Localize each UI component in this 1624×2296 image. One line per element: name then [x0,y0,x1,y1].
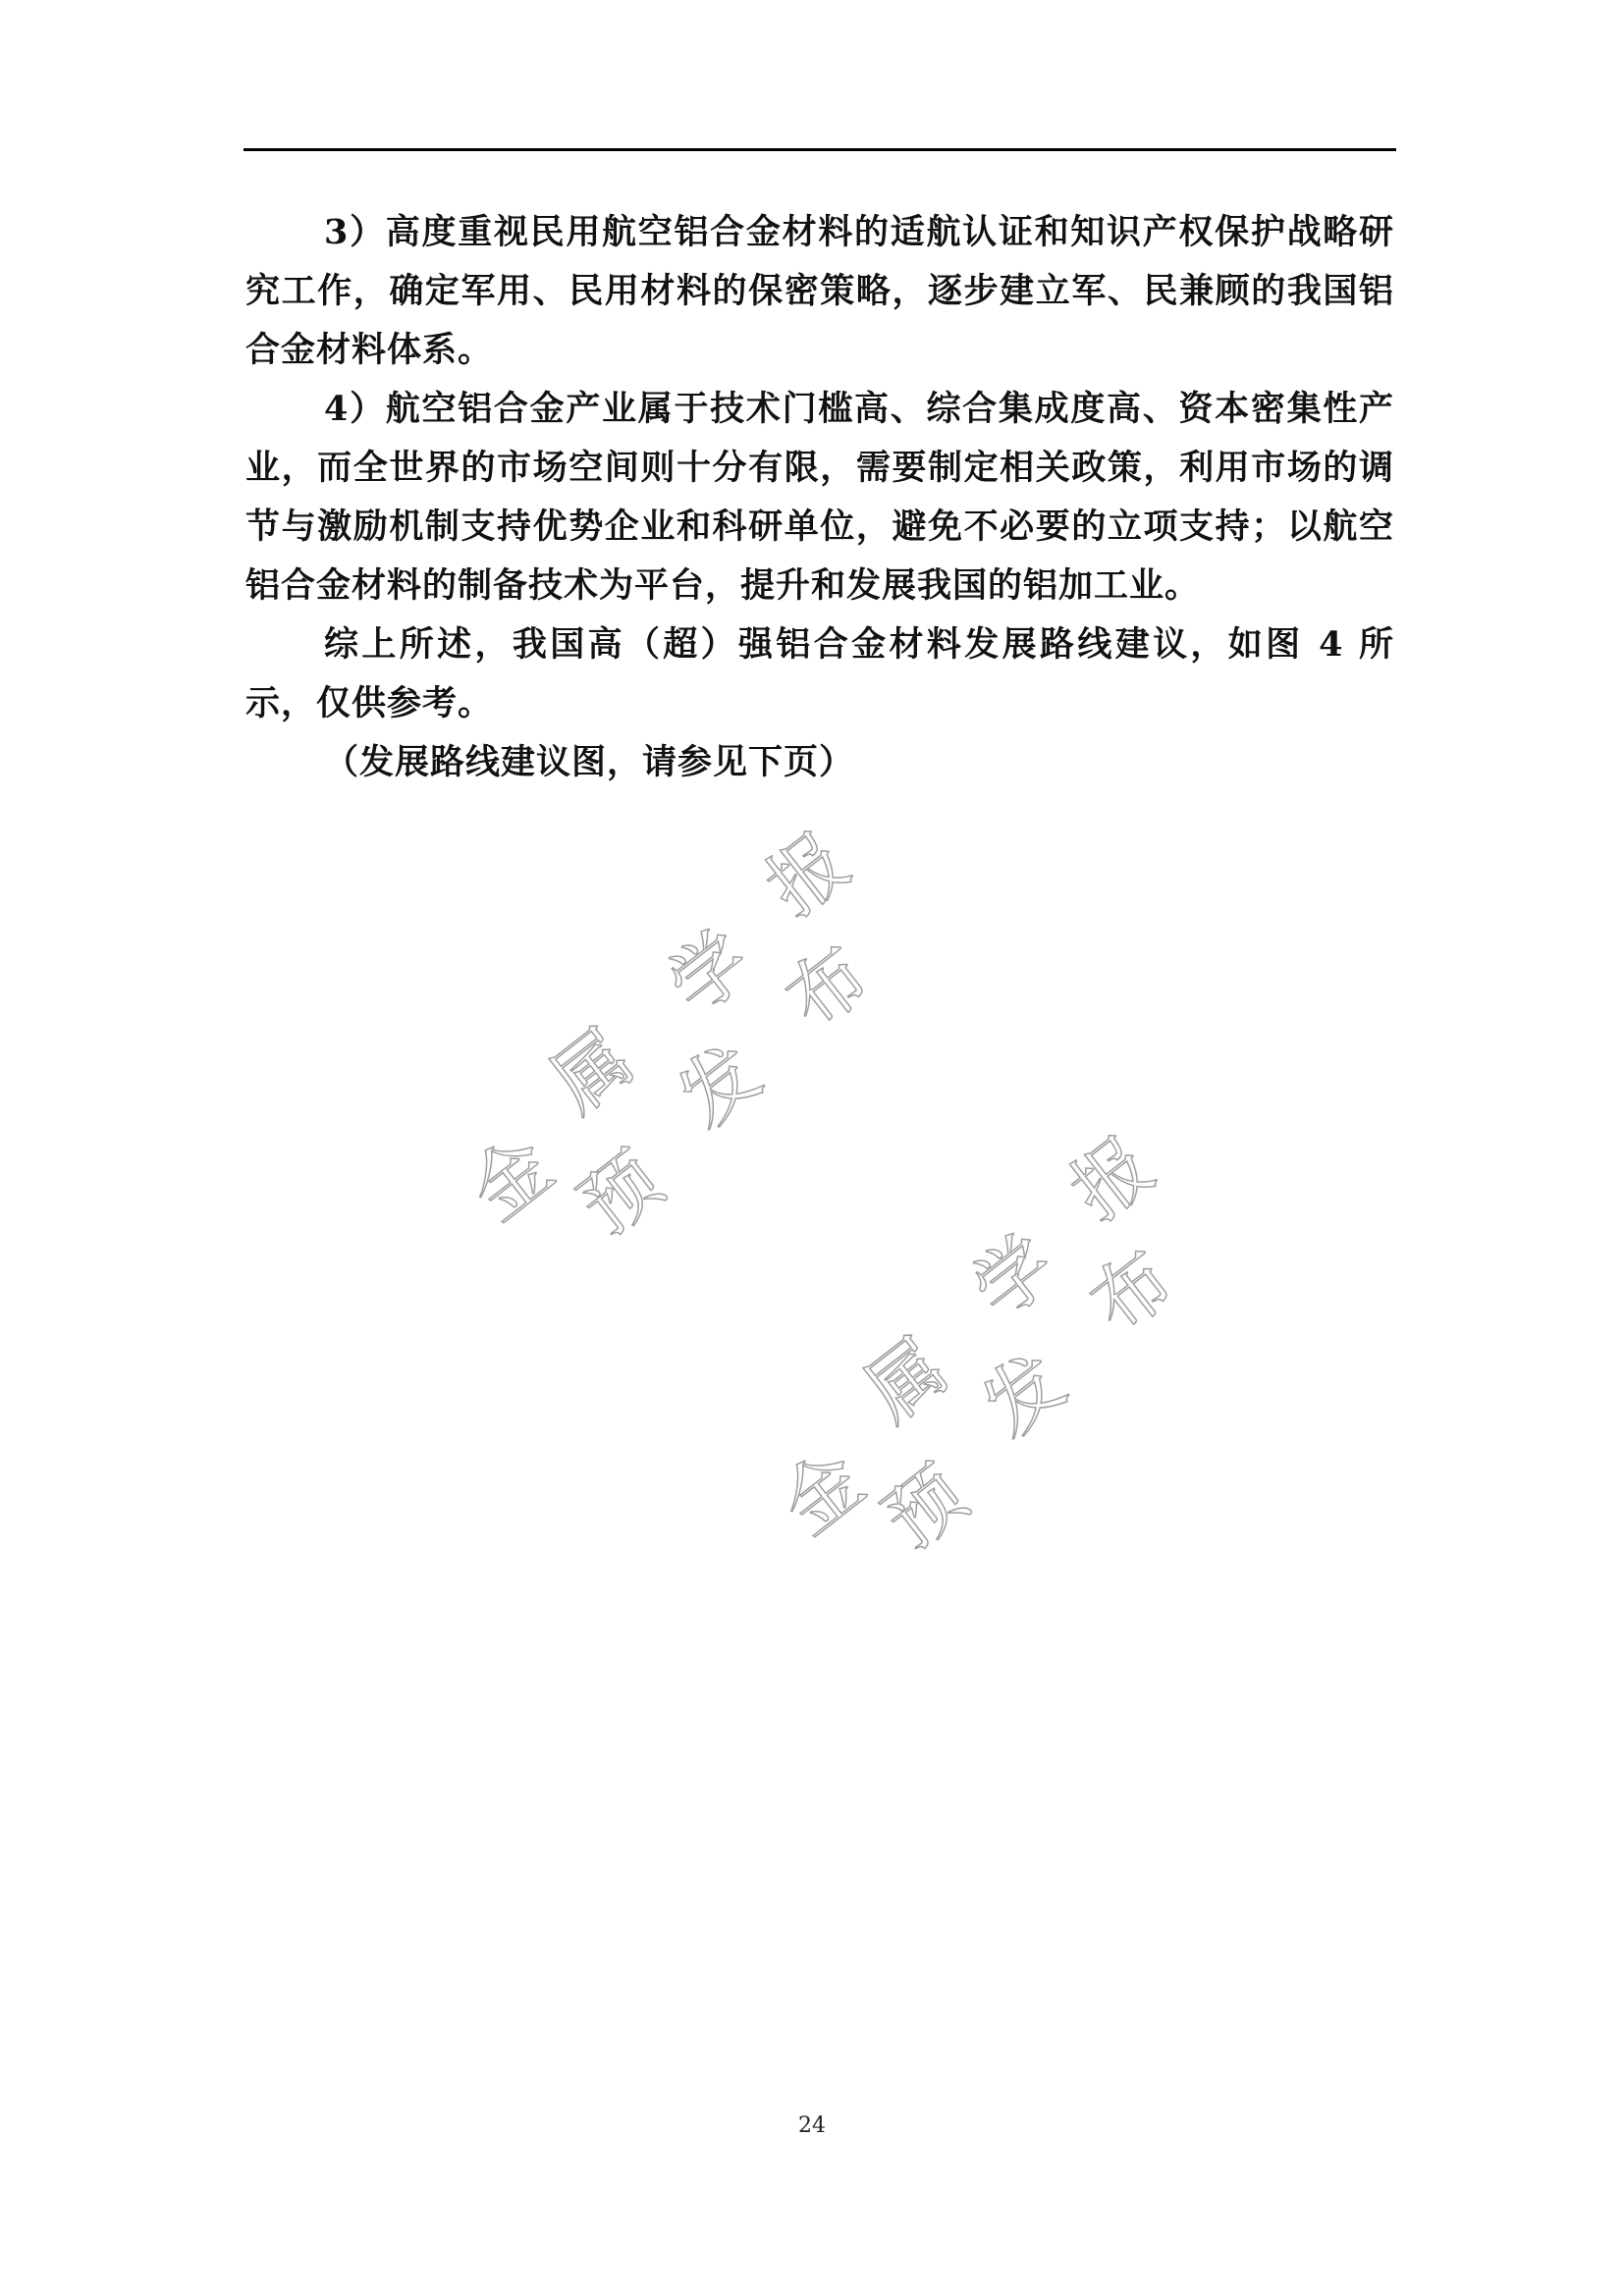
paragraph-summary: 综上所述，我国高（超）强铝合金材料发展路线建议，如图 4 所示，仅供参考。 [245,624,1394,723]
watermark-char: 发 [662,1028,778,1145]
watermark-char: 金 [765,1435,881,1552]
watermark-char: 布 [1074,1234,1190,1351]
page-number: 24 [798,2113,826,2138]
watermark-char: 布 [770,930,886,1046]
watermark-char: 金 [454,1121,569,1238]
watermark-char: 学 [956,1219,1072,1336]
paragraph-4: 4）航空铝合金产业属于技术门槛高、综合集成度高、资本密集性产业，而全世界的市场空间则十分有限，需要制定相关政策，利用市场的调节与激励机制支持优势企业和科研单位，避免不必要的立项支持；以航空铝合金材料的制备技术为平台，提升和发展我国的铝加工业。 [245,389,1394,606]
watermark-char: 预 [868,1450,984,1567]
watermark-char: 预 [564,1136,679,1253]
header-rule [244,148,1396,151]
body-text [245,203,1394,792]
paragraph-3: 3）高度重视民用航空铝合金材料的适航认证和知识产权保护战略研究工作，确定军用、民用材料的保密策略，逐步建立军、民兼顾的我国铝合金材料体系。 [245,212,1394,370]
watermark-char: 属 [848,1322,964,1439]
watermark-char: 报 [750,817,866,934]
paragraph-figure-note: （发展路线建议图，请参见下页） [324,742,855,782]
watermark-char: 报 [1055,1121,1170,1238]
watermark-char: 学 [652,915,768,1032]
watermark-char: 属 [534,1013,650,1130]
watermark-char: 发 [966,1337,1082,1454]
